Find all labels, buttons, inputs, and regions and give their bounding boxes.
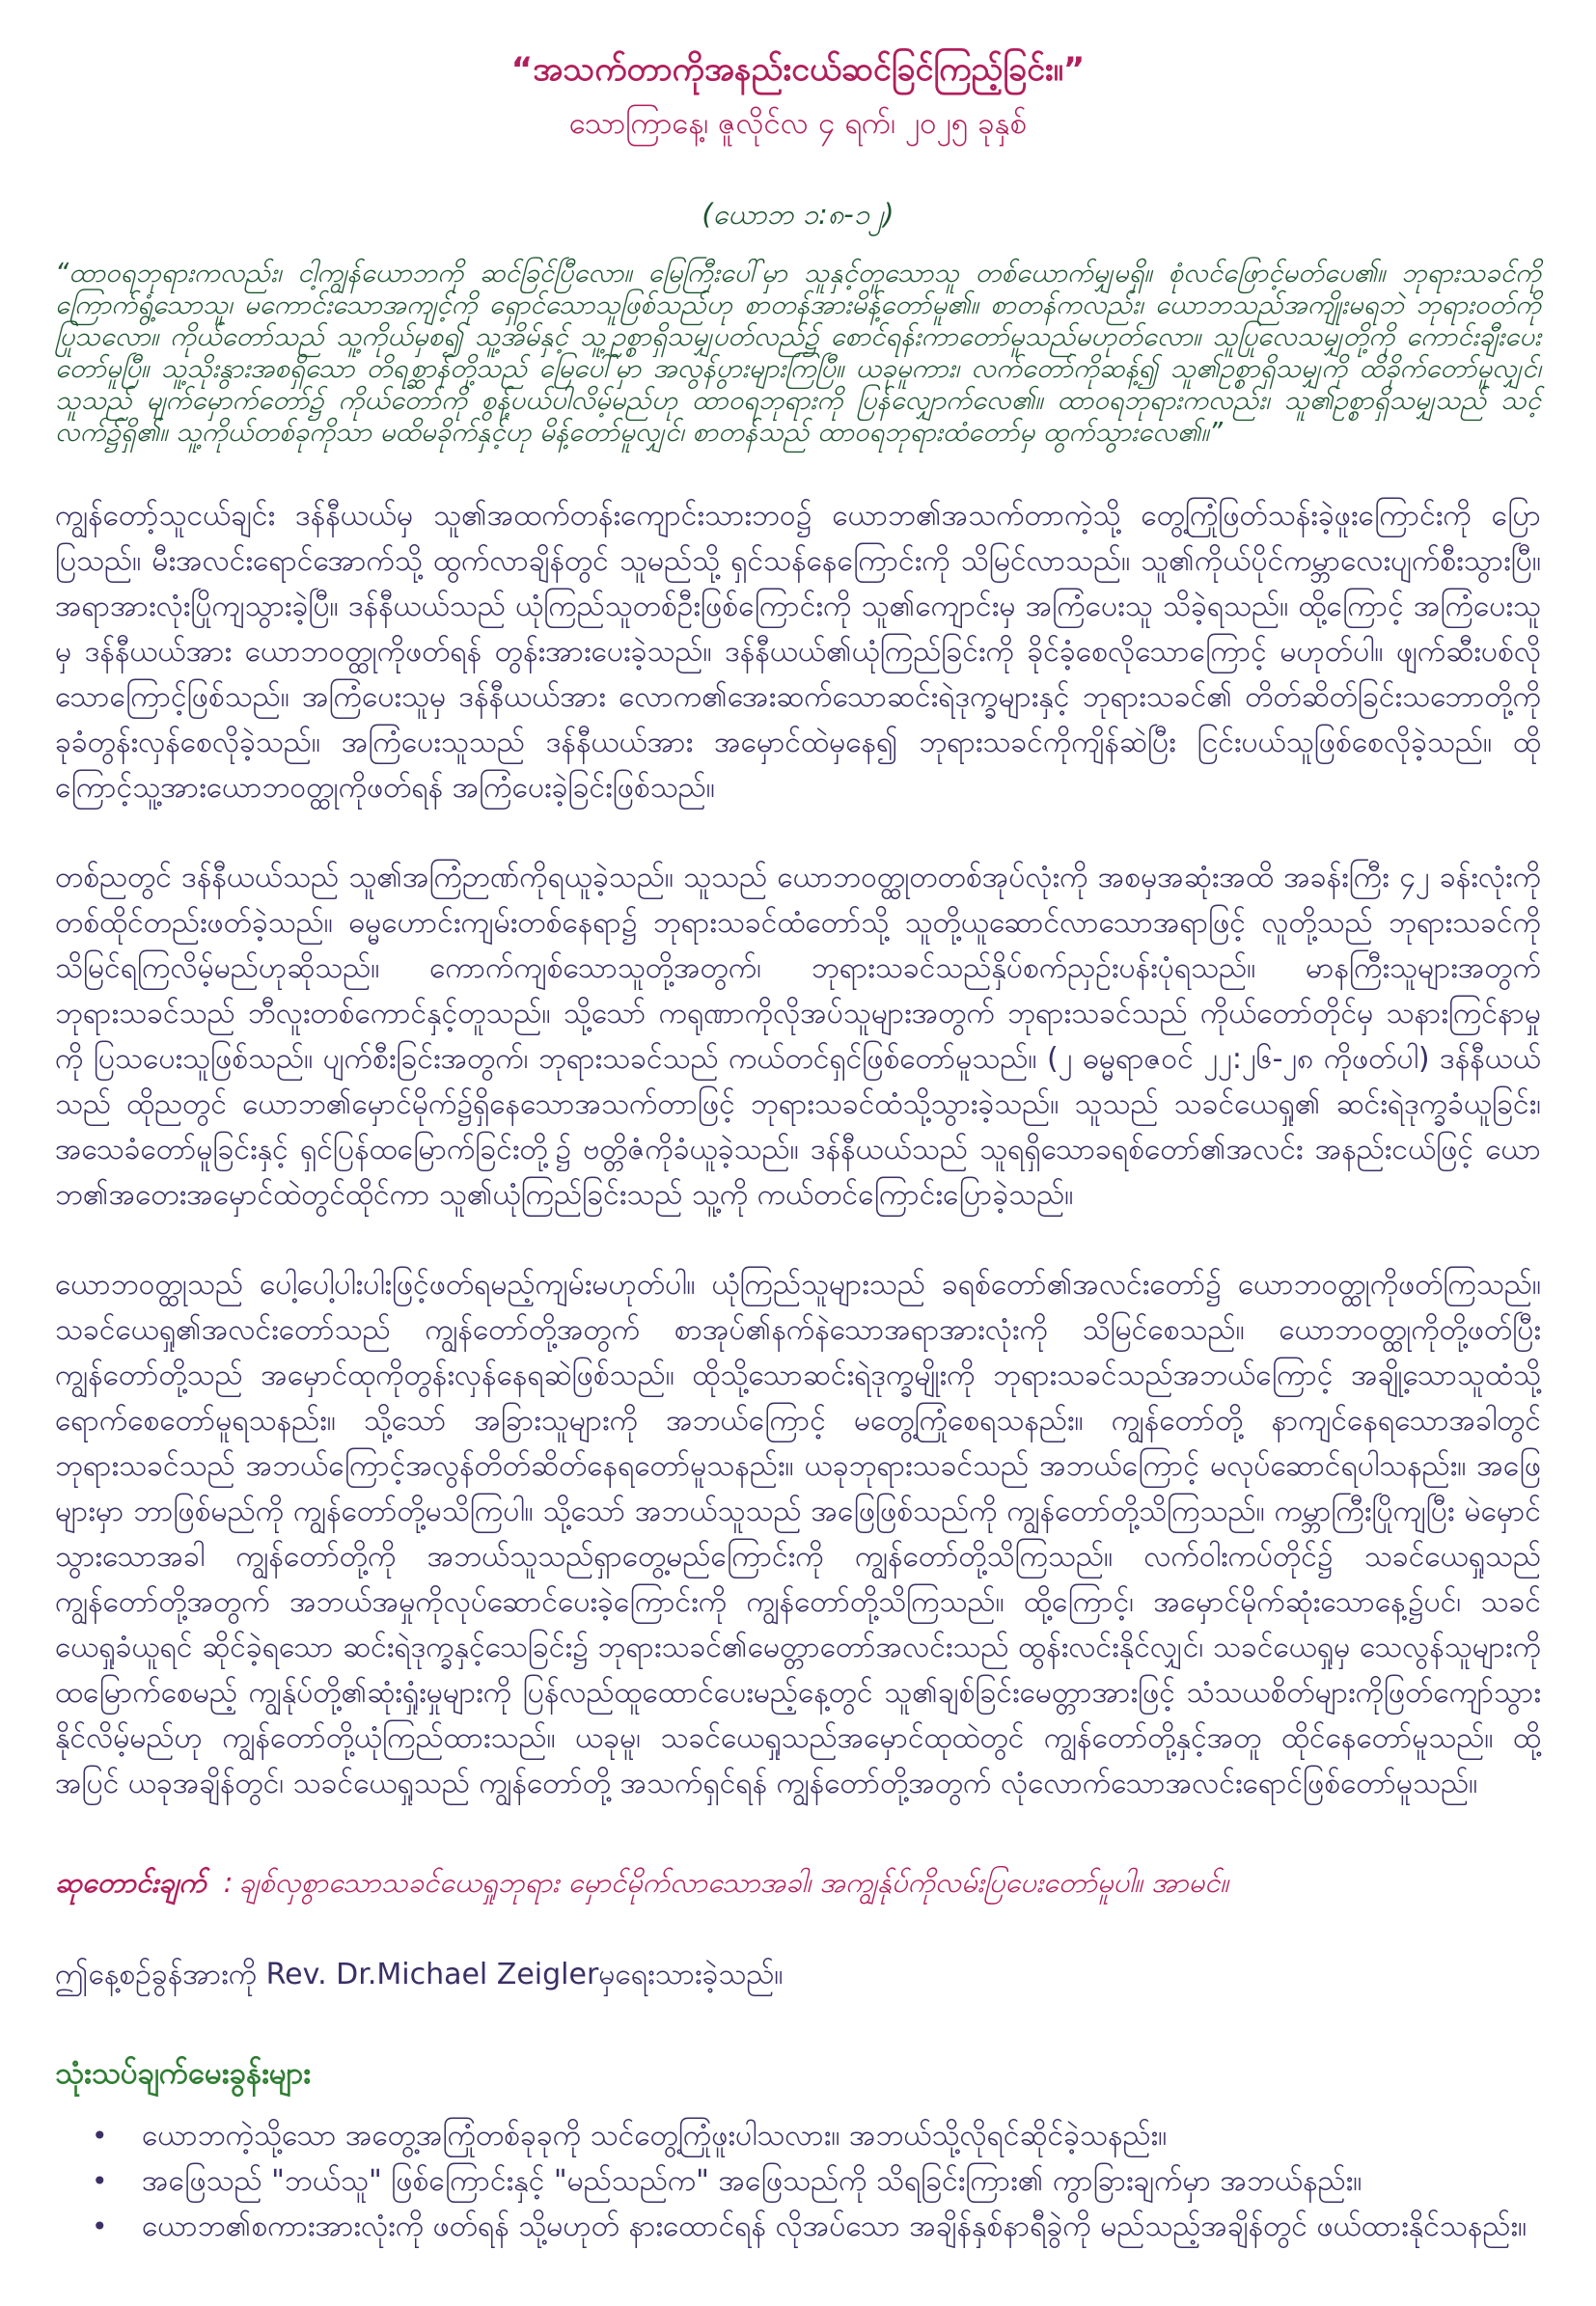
prayer-line — [55, 1862, 1541, 1903]
question-item — [55, 2159, 1541, 2203]
question-text: ယောဘကဲ့သို့သော အတွေ့အကြုံတစ်ခုခုကို သင်တွေ့ကြုံဖူးပါသလား။ အဘယ်သို့လိုရင်ဆိုင်ခဲ့သနည်း။ — [142, 2119, 1168, 2154]
date-line: သောကြာနေ့၊ ဇူလိုင်လ ၄ ရက်၊ ၂၀၂၅ ခုနှစ် — [568, 105, 1028, 141]
bullet-icon: • — [92, 2210, 108, 2243]
question-text: အဖြေသည် "ဘယ်သူ" ဖြစ်ကြောင်းနှင့် "မည်သည်က" အဖြေသည်ကို သိရခြင်းကြား၏ ကွာခြားချက်မှာ အဘယ်နည်း။ — [142, 2164, 1362, 2199]
discussion-questions-heading: သုံးသပ်ချက်မေးခွန်းများ — [55, 2056, 312, 2092]
scripture-quote: “ထာဝရဘုရားကလည်း၊ ငါ့ကျွန်ယောဘကို ဆင်ခြင်ပြီလော။ မြေကြီးပေါ်မှာ သူနှင့်တူသောသူ တစ်ယောက်မျှမရှိ။ စုံလင်ဖြောင့်မတ်ပေ၏။ ဘုရားသခင်ကို ကြောက်ရွံ့သောသူ၊ မကောင်းသောအကျင့်ကို ရှောင်သောသူဖြစ်သည်ဟု စာတန်အားမိန့်တော်မူ၏။ စာတန်ကလည်း၊ ယောဘသည်အကျိုးမရဘဲ ဘုရားဝတ်ကို ပြုသလော။ ကိုယ်တော်သည် သူ့ကိုယ်မှစ၍ သူ့အိမ်နှင့် သူ့ဥစ္စာရှိသမျှပတ်လည်၌ စောင်ရန်းကာတော်မူသည်မဟုတ်လော။ သူပြုလေသမျှတို့ကို ကောင်းချီးပေးတော်မူပြီ။ သူ့သိုးနွားအစရှိသော တိရစ္ဆာန်တို့သည် မြေပေါ်မှာ အလွန်ပွားများကြပြီ။ ယခုမူကား၊ လက်တော်ကိုဆန့်၍ သူ၏ဥစ္စာရှိသမျှကို ထိခိုက်တော်မူလျှင်၊ သူသည် မျက်မှောက်တော်၌ ကိုယ်တော်ကို စွန့်ပယ်ပါလိမ့်မည်ဟု ထာဝရဘုရားကို ပြန်လျှောက်လေ၏။ ထာဝရဘုရားကလည်း၊ သူ၏ဥစ္စာရှိသမျှသည် သင့်လက်၌ရှိ၏။ သူ့ကိုယ်တစ်ခုကိုသာ မထိမခိုက်နှင့်ဟု မိန့်တော်မူလျှင်၊ စာတန်သည် ထာဝရဘုရားထံတော်မှ ထွက်သွားလေ၏။” — [55, 258, 1541, 449]
body-paragraph-1: ကျွန်တော့်သူငယ်ချင်း ဒန်နီယယ်မှ သူ၏အထက်တန်းကျောင်းသားဘဝ၌ ယောဘ၏အသက်တာကဲ့သို့ တွေ့ကြုံဖြတ်သန်းခဲ့ဖူးကြောင်းကို ပြောပြသည်။ မီးအလင်းရောင်အောက်သို့ ထွက်လာချိန်တွင် သူမည်သို့ ရှင်သန်နေကြောင်းကို သိမြင်လာသည်။ သူ၏ကိုယ်ပိုင်ကမ္ဘာလေးပျက်စီးသွားပြီ။ အရာအားလုံးပြိုကျသွားခဲ့ပြီ။ ဒန်နီယယ်သည် ယုံကြည်သူတစ်ဦးဖြစ်ကြောင်းကို သူ၏ကျောင်းမှ အကြံပေးသူ သိခဲ့ရသည်။ ထို့ကြောင့် အကြံပေးသူမှ ဒန်နီယယ်အား ယောဘဝတ္ထုကိုဖတ်ရန် တွန်းအားပေးခဲ့သည်။ ဒန်နီယယ်၏ယုံကြည်ခြင်းကို ခိုင်ခံ့စေလိုသောကြောင့် မဟုတ်ပါ။ ဖျက်ဆီးပစ်လိုသောကြောင့်ဖြစ်သည်။ အကြံပေးသူမှ ဒန်နီယယ်အား လောက၏အေးဆက်သောဆင်းရဲဒုက္ခများနှင့် ဘုရားသခင်၏ တိတ်ဆိတ်ခြင်းသဘောတို့ကို ခုခံတွန်းလှန်စေလိုခဲ့သည်။ အကြံပေးသူသည် ဒန်နီယယ်အား အမှောင်ထဲမှနေ၍ ဘုရားသခင်ကိုကျိန်ဆဲပြီး ငြင်းပယ်သူဖြစ်စေလိုခဲ့သည်။ ထိုကြောင့်သူ့အားယောဘဝတ္ထုကိုဖတ်ရန် အကြံပေးခဲ့ခြင်းဖြစ်သည်။ — [55, 499, 1541, 806]
body-paragraph-3: ယောဘဝတ္ထုသည် ပေါ့ပေါ့ပါးပါးဖြင့်ဖတ်ရမည့်ကျမ်းမဟုတ်ပါ။ ယုံကြည်သူများသည် ခရစ်တော်၏အလင်းတော်၌ ယောဘဝတ္ထုကိုဖတ်ကြသည်။ သခင်ယေရှု၏အလင်းတော်သည် ကျွန်တော်တို့အတွက် စာအုပ်၏နက်နဲသောအရာအားလုံးကို သိမြင်စေသည်။ ယောဘဝတ္ထုကိုတို့ဖတ်ပြီး ကျွန်တော်တို့သည် အမှောင်ထုကိုတွန်းလှန်နေရဆဲဖြစ်သည်။ ထိုသို့သောဆင်းရဲဒုက္ခမျိုးကို ဘုရားသခင်သည်အဘယ်ကြောင့် အချို့သောသူထံသို့ရောက်စေတော်မူရသနည်း။ သို့သော် အခြားသူများကို အဘယ်ကြောင့် မတွေ့ကြုံစေရသနည်း။ ကျွန်တော်တို့ နာကျင်နေရသောအခါတွင် ဘုရားသခင်သည် အဘယ်ကြောင့်အလွန်တိတ်ဆိတ်နေရတော်မူသနည်း။ ယခုဘုရားသခင်သည် အဘယ်ကြောင့် မလုပ်ဆောင်ရပါသနည်း။ အဖြေများမှာ ဘာဖြစ်မည်ကို ကျွန်တော်တို့မသိကြပါ။ သို့သော် အဘယ်သူသည် အဖြေဖြစ်သည်ကို ကျွန်တော်တို့သိကြသည်။ ကမ္ဘာကြီးပြိုကျပြီး မဲမှောင်သွားသောအခါ ကျွန်တော်တို့ကို အဘယ်သူသည်ရှာတွေ့မည်ကြောင်းကို ကျွန်တော်တို့သိကြသည်။ လက်ဝါးကပ်တိုင်၌ သခင်ယေရှုသည် ကျွန်တော်တို့အတွက် အဘယ်အမှုကိုလုပ်ဆောင်ပေးခဲ့ကြောင်းကို ကျွန်တော်တို့သိကြသည်။ ထို့ကြောင့်၊ အမှောင်မိုက်ဆုံးသောနေ့၌ပင်၊ သခင်ယေရှုခံယူရင် ဆိုင်ခဲ့ရသော ဆင်းရဲဒုက္ခနှင့်သေခြင်း၌ ဘုရားသခင်၏မေတ္တာတော်အလင်းသည် ထွန်းလင်းနိုင်လျှင်၊ သခင်ယေရှုမှ သေလွန်သူများကို ထမြောက်စေမည့် ကျွန်ုပ်တို့၏ဆုံးရှုံးမှုများကို ပြန်လည်ထူထောင်ပေးမည့်နေ့တွင် သူ၏ချစ်ခြင်းမေတ္တာအားဖြင့် သံသယစိတ်များကိုဖြတ်ကျော်သွားနိုင်လိမ့်မည်ဟု ကျွန်တော်တို့ယုံကြည်ထားသည်။ ယခုမူ၊ သခင်ယေရှုသည်အမှောင်ထုထဲတွင် ကျွန်တော်တို့နှင့်အတူ ထိုင်နေတော်မူသည်။ ထို့အပြင် ယခုအချိန်တွင်၊ သခင်ယေရှုသည် ကျွန်တော်တို့ အသက်ရှင်ရန် ကျွန်တော်တို့အတွက် လုံလောက်သောအလင်းရောင်ဖြစ်တော်မူသည်။ — [55, 1268, 1541, 1801]
author-attribution: ဤနေ့စဉ်ခွန်အားကို Rev. Dr.Michael Zeiglerမှရေးသားခဲ့သည်။ — [55, 1958, 784, 1992]
prayer-label: ဆုတောင်းချက် — [55, 1866, 206, 1900]
prayer-text: ချစ်လှစွာသောသခင်ယေရှုဘုရား မှောင်မိုက်လာသောအခါ၊ အကျွန်ုပ်ကိုလမ်းပြပေးတော်မူပါ။ အာမင်။ — [238, 1866, 1229, 1900]
bullet-icon: • — [92, 2165, 108, 2198]
scripture-reference: (ယောဘ ၁:၈-၁၂) — [702, 198, 894, 232]
body-paragraph-2: တစ်ညတွင် ဒန်နီယယ်သည် သူ၏အကြံဉာဏ်ကိုရယူခဲ့သည်။ သူသည် ယောဘဝတ္ထုတတစ်အုပ်လုံးကို အစမှအဆုံးအထိ အခန်းကြီး ၄၂ ခန်းလုံးကို တစ်ထိုင်တည်းဖတ်ခဲ့သည်။ ဓမ္မဟောင်းကျမ်းတစ်နေရာ၌ ဘုရားသခင်ထံတော်သို့ သူတို့ယူဆောင်လာသောအရာဖြင့် လူတို့သည် ဘုရားသခင်ကို သိမြင်ရကြလိမ့်မည်ဟုဆိုသည်။ ကောက်ကျစ်သောသူတို့အတွက်၊ ဘုရားသခင်သည်နှိပ်စက်ညှဉ်းပန်းပုံရသည်။ မာနကြီးသူများအတွက် ဘုရားသခင်သည် ဘီလူးတစ်ကောင်နှင့်တူသည်။ သို့သော် ကရုဏာကိုလိုအပ်သူများအတွက် ဘုရားသခင်သည် ကိုယ်တော်တိုင်မှ သနားကြင်နာမှုကို ပြသပေးသူဖြစ်သည်။ ပျက်စီးခြင်းအတွက်၊ ဘုရားသခင်သည် ကယ်တင်ရှင်ဖြစ်တော်မူသည်။ (၂ ဓမ္မရာဇဝင် ၂၂:၂၆-၂၈ ကိုဖတ်ပါ) ဒန်နီယယ်သည် ထိုညတွင် ယောဘ၏မှောင်မိုက်၌ရှိနေသောအသက်တာဖြင့် ဘုရားသခင်ထံသို့သွားခဲ့သည်။ သူသည် သခင်ယေရှု၏ ဆင်းရဲဒုက္ခခံယူခြင်း၊ အသေခံတော်မူခြင်းနှင့် ရှင်ပြန်ထမြောက်ခြင်းတို့၌ ဗတ္တိဇံကိုခံယူခဲ့သည်။ ဒန်နီယယ်သည် သူရရှိသောခရစ်တော်၏အလင်း အနည်းငယ်ဖြင့် ယောဘ၏အတေးအမှောင်ထဲတွင်ထိုင်ကာ သူ၏ယုံကြည်ခြင်းသည် သူ့ကို ကယ်တင်ကြောင်းပြောခဲ့သည်။ — [55, 861, 1541, 1213]
prayer-separator: : — [223, 1866, 234, 1900]
question-text: ယောဘ၏စကားအားလုံးကို ဖတ်ရန် သို့မဟုတ် နားထောင်ရန် လိုအပ်သော အချိန်နှစ်နာရီခွဲကို မည်သည့်အချိန်တွင် ဖယ်ထားနိုင်သနည်း။ — [142, 2210, 1527, 2244]
discussion-questions-list — [55, 2114, 1541, 2248]
question-item — [55, 2114, 1541, 2157]
bullet-icon: • — [92, 2120, 108, 2153]
question-item — [55, 2205, 1541, 2248]
page-title: “အသက်တာကိုအနည်းငယ်ဆင်ခြင်ကြည့်ခြင်း။” — [510, 50, 1086, 89]
